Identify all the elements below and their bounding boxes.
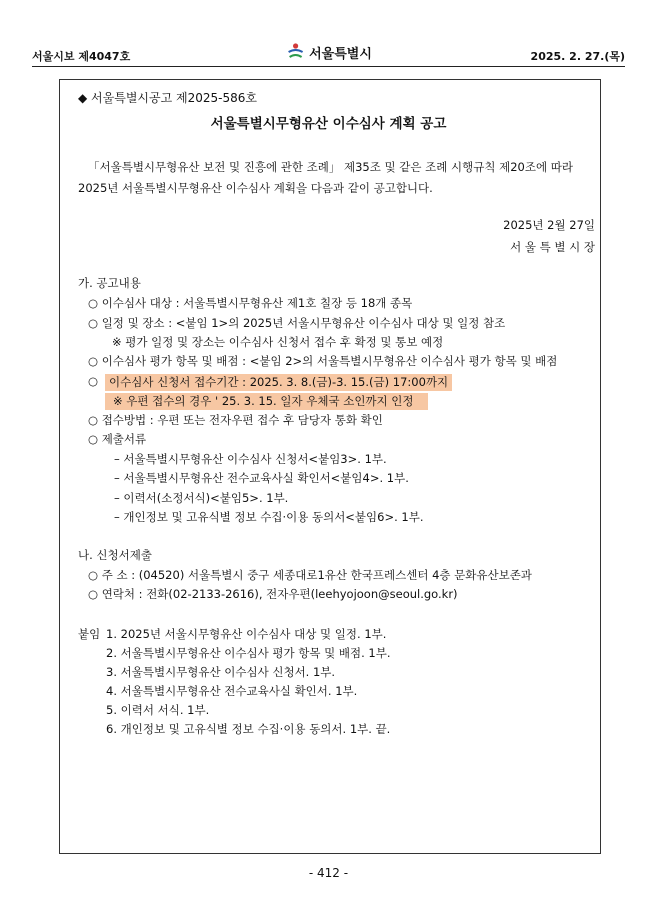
section-a-heading: 가. 공고내용 [78, 276, 141, 290]
attachment-item: 4. 서울특별시무형유산 전수교육사실 확인서. 1부. [106, 684, 358, 698]
intro-line-1: 「서울특별시무형유산 보전 및 진흥에 관한 조례」 제35조 및 같은 조례 시행규칙 제20조에 따라 [88, 160, 573, 174]
org-name: 서울특별시 [309, 46, 372, 62]
list-item: ○ 이수심사 평가 항목 및 배점 : <붙임 2>의 서울특별시무형유산 이수심사 평가 항목 및 배점 [88, 354, 558, 368]
page-header [32, 42, 625, 66]
doc-item: – 개인정보 및 고유식별 정보 수집·이용 동의서<붙임6>. 1부. [114, 510, 424, 524]
page-number: - 412 - [308, 866, 349, 880]
list-item: ○ 접수방법 : 우편 또는 전자우편 접수 후 담당자 통화 확인 [88, 413, 383, 427]
highlighted-deadline: 이수심사 신청서 접수기간 : 2025. 3. 8.(금)-3. 15.(금) 17:00까지 [105, 374, 452, 391]
intro-line-2: 2025년 서울특별시무형유산 이수심사 계획을 다음과 같이 공고합니다. [78, 181, 433, 195]
attachment-item: 2. 서울특별시무형유산 이수심사 평가 항목 및 배점. 1부. [106, 646, 391, 660]
sign-date: 2025년 2월 27일 [503, 218, 595, 232]
doc-item: – 서울특별시무형유산 이수심사 신청서<붙임3>. 1부. [114, 452, 387, 466]
org-logo-block [285, 42, 372, 62]
list-bullet: ○ [88, 374, 99, 388]
notice-title: 서울특별시무형유산 이수심사 계획 공고 [210, 116, 447, 132]
section-b-heading: 나. 신청서제출 [78, 548, 152, 562]
highlighted-postal-note: ※ 우편 접수의 경우 ' 25. 3. 15. 일자 우체국 소인까지 인정 [105, 393, 428, 410]
notice-number: ◆ 서울특별시공고 제2025-586호 [78, 91, 257, 105]
gazette-number: 서울시보 제4047호 [32, 50, 131, 63]
list-item: ○ 제출서류 [88, 432, 147, 446]
attachments-label: 붙임 [78, 627, 101, 641]
address-line: ○ 주 소 : (04520) 서울특별시 중구 세종대로1유산 한국프레스센터 4층 문화유산보존과 [88, 568, 532, 582]
attachment-item: 6. 개인정보 및 고유식별 정보 수집·이용 동의서. 1부. 끝. [106, 722, 391, 736]
publish-date: 2025. 2. 27.(목) [530, 50, 625, 63]
doc-item: – 서울특별시무형유산 전수교육사실 확인서<붙임4>. 1부. [114, 471, 409, 485]
note-item: ※ 평가 일정 및 장소는 이수심사 신청서 접수 후 확정 및 통보 예정 [112, 335, 444, 349]
list-item: ○ 일정 및 장소 : <붙임 1>의 2025년 서울시무형유산 이수심사 대상 및 일정 참조 [88, 316, 506, 330]
attachment-item: 3. 서울특별시무형유산 이수심사 신청서. 1부. [106, 665, 336, 679]
seoul-logo-icon [285, 42, 305, 62]
header-divider [32, 66, 625, 67]
attachment-item: 1. 2025년 서울시무형유산 이수심사 대상 및 일정. 1부. [106, 627, 387, 641]
signer: 서 울 특 별 시 장 [510, 240, 595, 254]
attachment-item: 5. 이력서 서식. 1부. [106, 703, 210, 717]
list-item: ○ 이수심사 대상 : 서울특별시무형유산 제1호 칠장 등 18개 종목 [88, 296, 413, 310]
doc-item: – 이력서(소정서식)<붙임5>. 1부. [114, 491, 289, 505]
contact-line: ○ 연락처 : 전화(02-2133-2616), 전자우편(leehyojoon@seoul.go.kr) [88, 587, 458, 601]
